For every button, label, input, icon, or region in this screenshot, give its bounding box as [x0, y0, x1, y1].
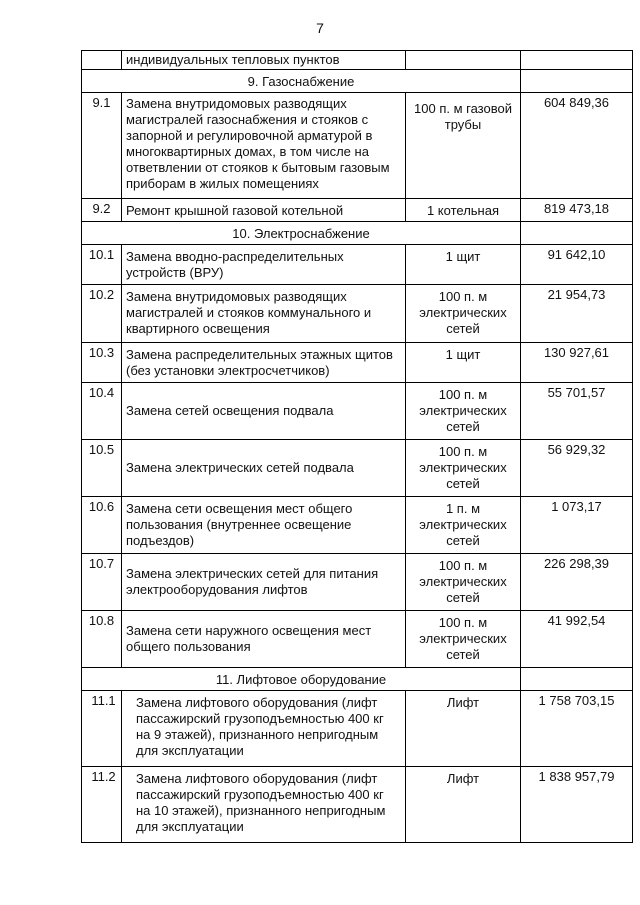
row-cost: 226 298,39	[521, 554, 633, 611]
row-cost: 91 642,10	[521, 245, 633, 285]
row-cost: 819 473,18	[521, 199, 633, 222]
table-row	[82, 691, 633, 767]
table-row	[82, 767, 633, 843]
row-cost: 1 073,17	[521, 497, 633, 554]
row-description: Замена электрических сетей подвала	[122, 440, 406, 497]
row-number: 10.7	[82, 554, 122, 611]
table-row	[82, 497, 633, 554]
row-cost: 55 701,57	[521, 383, 633, 440]
row-description: Замена электрических сетей для питания электрооборудования лифтов	[122, 554, 406, 611]
row-number: 10.8	[82, 611, 122, 668]
row-number: 11.1	[82, 691, 122, 767]
row-number: 10.4	[82, 383, 122, 440]
table-row	[82, 440, 633, 497]
row-cost: 130 927,61	[521, 343, 633, 383]
row-cost: 41 992,54	[521, 611, 633, 668]
row-description: Ремонт крышной газовой котельной	[122, 199, 406, 222]
row-number: 11.2	[82, 767, 122, 843]
section-title: 11. Лифтовое оборудование	[82, 668, 521, 691]
row-description: Замена сети наружного освещения мест общего пользования	[122, 611, 406, 668]
row-unit: Лифт	[406, 767, 521, 843]
row-description: Замена лифтового оборудования (лифт пассажирский грузоподъемностью 400 кг на 10 этажей), признанного непригодным для эксплуатации	[122, 767, 406, 843]
row-description: Замена внутридомовых разводящих магистралей и стояков коммунального и квартирного освещения	[122, 285, 406, 343]
row-unit: 1 щит	[406, 343, 521, 383]
row-number: 9.1	[82, 93, 122, 199]
row-cost: 56 929,32	[521, 440, 633, 497]
row-unit: 1 щит	[406, 245, 521, 285]
row-cost: 1 758 703,15	[521, 691, 633, 767]
row-cost: 604 849,36	[521, 93, 633, 199]
row-unit: 100 п. м электрических сетей	[406, 554, 521, 611]
row-cost: 1 838 957,79	[521, 767, 633, 843]
row-description: Замена сетей освещения подвала	[122, 383, 406, 440]
section-row-gas	[82, 70, 633, 93]
row-cost: 21 954,73	[521, 285, 633, 343]
row-unit: 1 котельная	[406, 199, 521, 222]
table-row	[82, 93, 633, 199]
row-description: индивидуальных тепловых пунктов	[122, 51, 406, 70]
table-row	[82, 199, 633, 222]
row-description: Замена вводно-распределительных устройств (ВРУ)	[122, 245, 406, 285]
section-title: 9. Газоснабжение	[82, 70, 521, 93]
row-number: 9.2	[82, 199, 122, 222]
table-row	[82, 383, 633, 440]
table-row	[82, 554, 633, 611]
page-number: 7	[316, 20, 324, 36]
section-row-elevator	[82, 668, 633, 691]
row-unit: 100 п. м электрических сетей	[406, 285, 521, 343]
row-description: Замена внутридомовых разводящих магистралей газоснабжения и стояков с запорной и регулировочной арматурой в многоквартирных домах, в том числе на ответвлении от стояков к бытовым газовым приборам в жилых помещениях	[122, 93, 406, 199]
section-title: 10. Электроснабжение	[82, 222, 521, 245]
row-unit: 100 п. м электрических сетей	[406, 611, 521, 668]
row-description: Замена сети освещения мест общего пользования (внутреннее освещение подъездов)	[122, 497, 406, 554]
row-number: 10.5	[82, 440, 122, 497]
table-row	[82, 285, 633, 343]
row-number: 10.6	[82, 497, 122, 554]
row-unit: 100 п. м электрических сетей	[406, 383, 521, 440]
row-unit: 100 п. м электрических сетей	[406, 440, 521, 497]
row-number: 10.2	[82, 285, 122, 343]
table-row-continuation	[82, 51, 633, 70]
row-number: 10.1	[82, 245, 122, 285]
row-unit: Лифт	[406, 691, 521, 767]
row-unit: 100 п. м газовой трубы	[406, 93, 521, 199]
table-row	[82, 343, 633, 383]
row-number: 10.3	[82, 343, 122, 383]
row-description: Замена лифтового оборудования (лифт пассажирский грузоподъемностью 400 кг на 9 этажей), признанного непригодным для эксплуатации	[122, 691, 406, 767]
row-description: Замена распределительных этажных щитов (без установки электросчетчиков)	[122, 343, 406, 383]
cost-table	[81, 50, 633, 843]
section-row-electric	[82, 222, 633, 245]
row-unit: 1 п. м электрических сетей	[406, 497, 521, 554]
table-row	[82, 611, 633, 668]
table-row	[82, 245, 633, 285]
